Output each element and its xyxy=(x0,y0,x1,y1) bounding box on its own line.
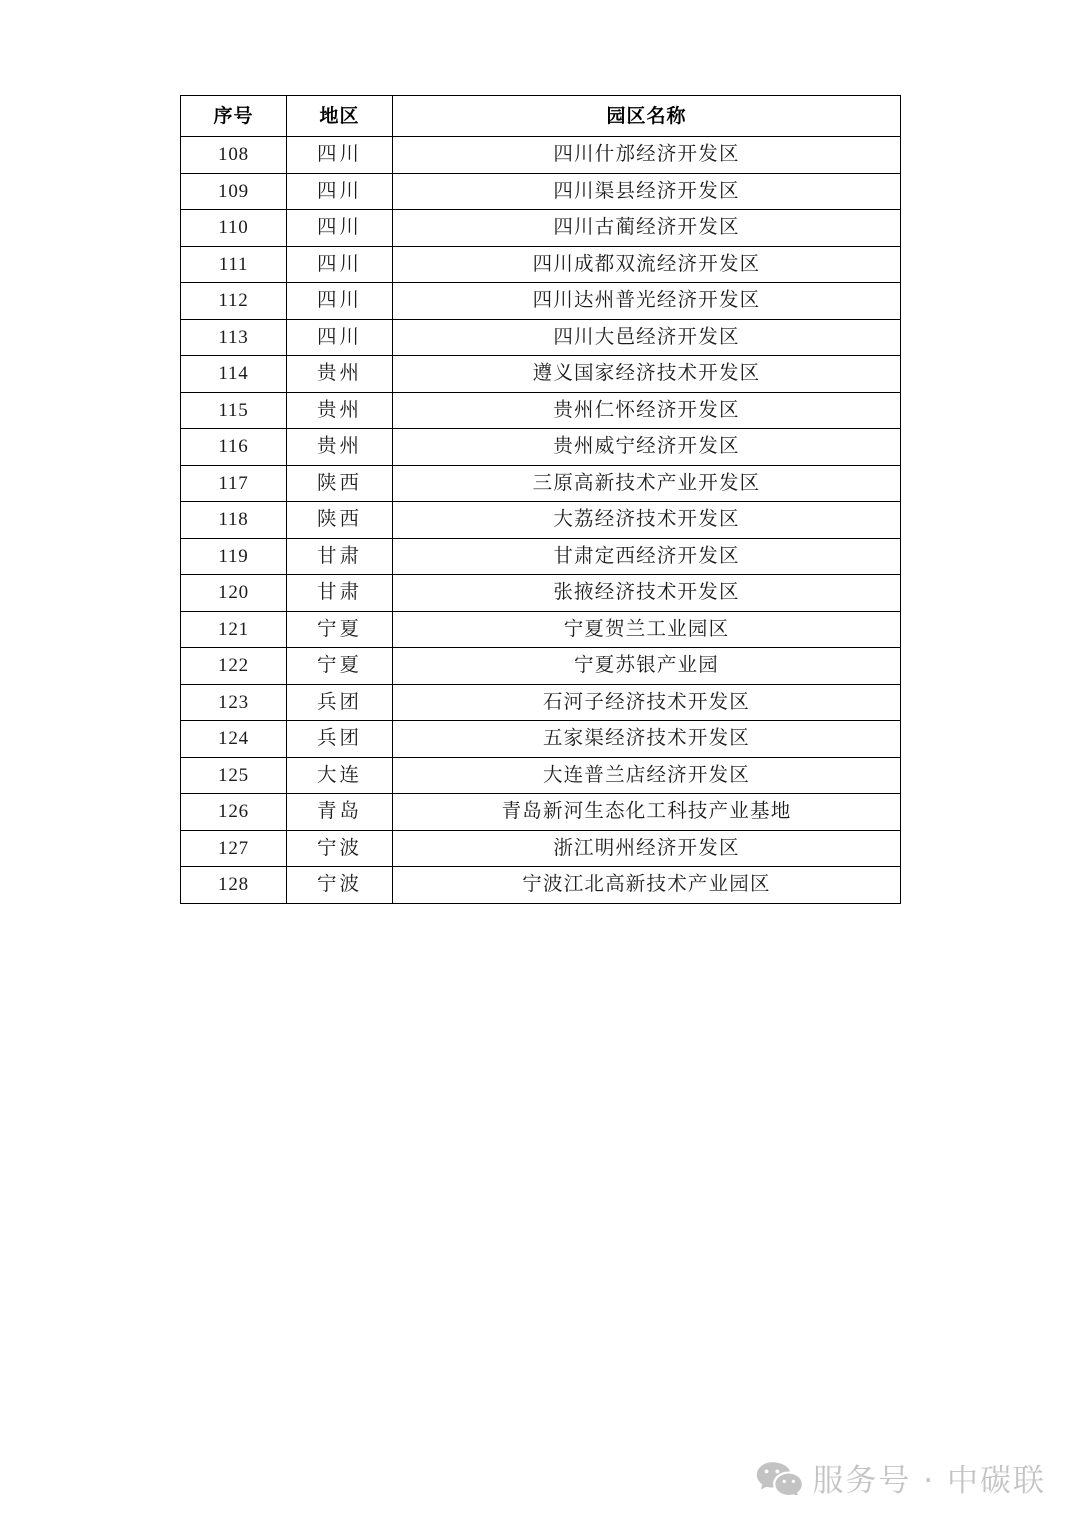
cell-index: 127 xyxy=(181,830,287,867)
cell-park-name: 四川渠县经济开发区 xyxy=(393,173,901,210)
cell-park-name: 四川什邡经济开发区 xyxy=(393,137,901,174)
table-row xyxy=(181,867,901,904)
column-header-name: 园区名称 xyxy=(393,96,901,137)
table-body xyxy=(181,137,901,904)
cell-index: 115 xyxy=(181,392,287,429)
cell-index: 128 xyxy=(181,867,287,904)
table-row xyxy=(181,794,901,831)
table-row xyxy=(181,210,901,247)
table-row xyxy=(181,575,901,612)
cell-region: 兵团 xyxy=(287,684,393,721)
cell-park-name: 遵义国家经济技术开发区 xyxy=(393,356,901,393)
cell-index: 110 xyxy=(181,210,287,247)
cell-region: 陕西 xyxy=(287,465,393,502)
cell-park-name: 五家渠经济技术开发区 xyxy=(393,721,901,758)
cell-park-name: 甘肃定西经济开发区 xyxy=(393,538,901,575)
cell-park-name: 贵州仁怀经济开发区 xyxy=(393,392,901,429)
wechat-icon xyxy=(756,1461,802,1495)
cell-region: 四川 xyxy=(287,173,393,210)
cell-region: 陕西 xyxy=(287,502,393,539)
cell-index: 117 xyxy=(181,465,287,502)
table-row xyxy=(181,319,901,356)
cell-region: 大连 xyxy=(287,757,393,794)
table-row xyxy=(181,246,901,283)
cell-region: 贵州 xyxy=(287,392,393,429)
cell-region: 甘肃 xyxy=(287,575,393,612)
cell-index: 113 xyxy=(181,319,287,356)
cell-region: 兵团 xyxy=(287,721,393,758)
cell-park-name: 三原高新技术产业开发区 xyxy=(393,465,901,502)
watermark-label: 服务号 · 中碳联 xyxy=(812,1463,1046,1499)
table-row xyxy=(181,356,901,393)
cell-region: 甘肃 xyxy=(287,538,393,575)
cell-index: 122 xyxy=(181,648,287,685)
cell-index: 120 xyxy=(181,575,287,612)
cell-index: 121 xyxy=(181,611,287,648)
cell-region: 贵州 xyxy=(287,356,393,393)
cell-park-name: 宁夏苏银产业园 xyxy=(393,648,901,685)
cell-index: 124 xyxy=(181,721,287,758)
cell-region: 四川 xyxy=(287,283,393,320)
cell-park-name: 浙江明州经济开发区 xyxy=(393,830,901,867)
table-row xyxy=(181,684,901,721)
cell-index: 108 xyxy=(181,137,287,174)
table-header xyxy=(181,96,901,137)
table-row xyxy=(181,137,901,174)
cell-park-name: 四川大邑经济开发区 xyxy=(393,319,901,356)
table-header-row xyxy=(181,96,901,137)
table-row xyxy=(181,757,901,794)
cell-park-name: 石河子经济技术开发区 xyxy=(393,684,901,721)
cell-region: 四川 xyxy=(287,319,393,356)
cell-region: 四川 xyxy=(287,246,393,283)
cell-index: 119 xyxy=(181,538,287,575)
wechat-watermark xyxy=(756,1455,1046,1500)
table-row xyxy=(181,721,901,758)
cell-park-name: 宁夏贺兰工业园区 xyxy=(393,611,901,648)
cell-park-name: 宁波江北高新技术产业园区 xyxy=(393,867,901,904)
cell-park-name: 大荔经济技术开发区 xyxy=(393,502,901,539)
table-row xyxy=(181,429,901,466)
industrial-park-table xyxy=(180,95,901,904)
cell-region: 贵州 xyxy=(287,429,393,466)
cell-index: 114 xyxy=(181,356,287,393)
cell-index: 116 xyxy=(181,429,287,466)
table-row xyxy=(181,392,901,429)
cell-index: 111 xyxy=(181,246,287,283)
cell-index: 126 xyxy=(181,794,287,831)
cell-park-name: 四川古蔺经济开发区 xyxy=(393,210,901,247)
table-row xyxy=(181,538,901,575)
table-row xyxy=(181,502,901,539)
column-header-region: 地区 xyxy=(287,96,393,137)
cell-region: 宁波 xyxy=(287,867,393,904)
cell-index: 112 xyxy=(181,283,287,320)
table-row xyxy=(181,830,901,867)
cell-region: 宁波 xyxy=(287,830,393,867)
cell-park-name: 张掖经济技术开发区 xyxy=(393,575,901,612)
cell-park-name: 四川成都双流经济开发区 xyxy=(393,246,901,283)
cell-park-name: 大连普兰店经济开发区 xyxy=(393,757,901,794)
cell-park-name: 贵州威宁经济开发区 xyxy=(393,429,901,466)
cell-region: 青岛 xyxy=(287,794,393,831)
table-row xyxy=(181,465,901,502)
cell-index: 125 xyxy=(181,757,287,794)
cell-park-name: 四川达州普光经济开发区 xyxy=(393,283,901,320)
table-row xyxy=(181,648,901,685)
table-row xyxy=(181,611,901,648)
table-row xyxy=(181,173,901,210)
cell-region: 四川 xyxy=(287,210,393,247)
cell-index: 123 xyxy=(181,684,287,721)
cell-index: 109 xyxy=(181,173,287,210)
cell-region: 宁夏 xyxy=(287,648,393,685)
table-row xyxy=(181,283,901,320)
cell-park-name: 青岛新河生态化工科技产业基地 xyxy=(393,794,901,831)
cell-index: 118 xyxy=(181,502,287,539)
cell-region: 四川 xyxy=(287,137,393,174)
cell-region: 宁夏 xyxy=(287,611,393,648)
column-header-index: 序号 xyxy=(181,96,287,137)
